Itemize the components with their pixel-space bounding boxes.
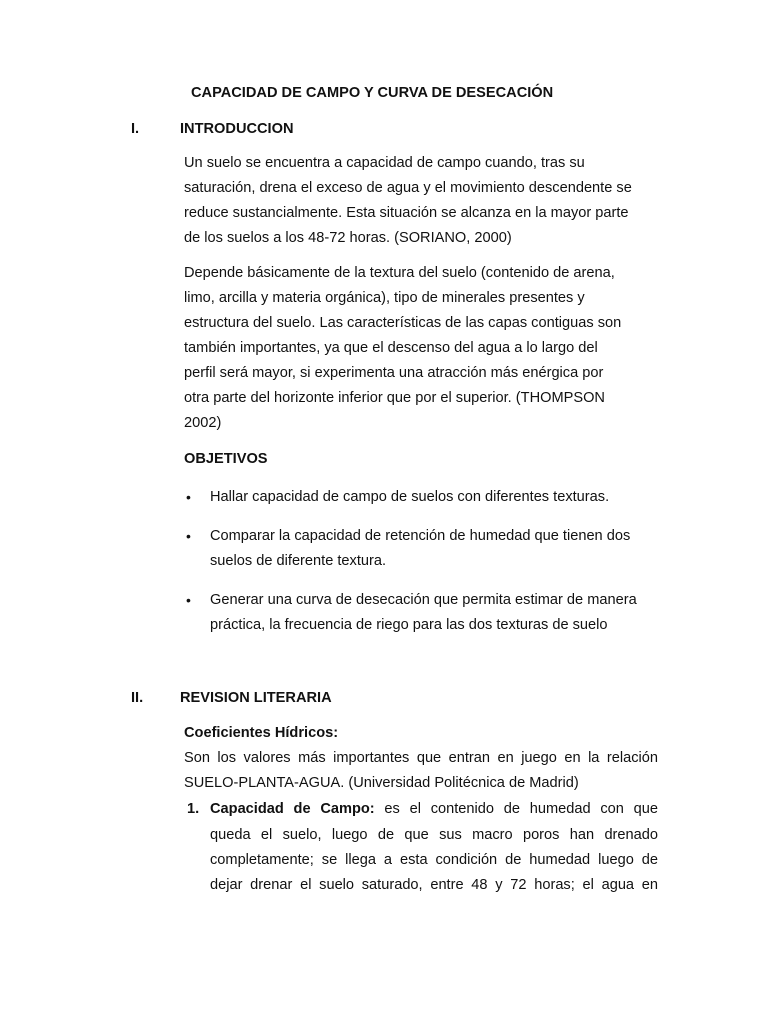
section-2-numeral: II.	[131, 690, 144, 706]
section-1-heading: INTRODUCCION	[180, 121, 294, 137]
item-term: Capacidad de Campo:	[210, 801, 375, 817]
list-item-text: suelos de diferente textura.	[210, 553, 387, 569]
item-number: 1.	[187, 801, 200, 817]
paragraph-line: queda el suelo, luego de que sus macro poros han drenado	[210, 827, 658, 843]
paragraph-line: dejar drenar el suelo saturado, entre 48 y 72 horas; el agua en	[210, 877, 658, 893]
paragraph-line: reduce sustancialmente. Esta situación se alcanza en la mayor parte	[184, 205, 629, 221]
paragraph-line: limo, arcilla y materia orgánica), tipo de minerales presentes y	[184, 290, 585, 306]
paragraph-line: estructura del suelo. Las características de las capas contiguas son	[184, 315, 622, 331]
paragraph-line: Depende básicamente de la textura del suelo (contenido de arena,	[184, 265, 615, 281]
paragraph-line: perfil será mayor, si experimenta una atracción más enérgica por	[184, 365, 604, 381]
list-item-text: Generar una curva de desecación que permita estimar de manera	[210, 592, 637, 608]
coefficients-subheading: Coeficientes Hídricos:	[184, 725, 339, 741]
objectives-heading: OBJETIVOS	[184, 451, 268, 467]
section-1-numeral: I.	[131, 121, 140, 137]
bullet-icon: •	[186, 528, 191, 544]
paragraph-line: SUELO-PLANTA-AGUA. (Universidad Politécnica de Madrid)	[184, 775, 579, 791]
paragraph-line: completamente; se llega a esta condición de humedad luego de	[210, 852, 658, 868]
item-first-line-text: es el contenido de humedad con que	[374, 801, 658, 817]
section-2-heading: REVISION LITERARIA	[180, 690, 332, 706]
paragraph-line: saturación, drena el exceso de agua y el movimiento descendente se	[184, 180, 632, 196]
paragraph-line: también importantes, ya que el descenso del agua a lo largo del	[184, 340, 598, 356]
paragraph-line: 2002)	[184, 415, 222, 431]
paragraph-line: de los suelos a los 48-72 horas. (SORIANO, 2000)	[184, 230, 512, 246]
list-item-text: Hallar capacidad de campo de suelos con diferentes texturas.	[210, 489, 610, 505]
paragraph-line: Un suelo se encuentra a capacidad de campo cuando, tras su	[184, 155, 585, 171]
list-item-text: Comparar la capacidad de retención de humedad que tienen dos	[210, 528, 631, 544]
paragraph-line: otra parte del horizonte inferior que por el superior. (THOMPSON	[184, 390, 605, 406]
item-first-line	[210, 801, 658, 817]
list-item-text: práctica, la frecuencia de riego para las dos texturas de suelo	[210, 617, 608, 633]
bullet-icon: •	[186, 592, 191, 608]
paragraph-line: Son los valores más importantes que entran en juego en la relación	[184, 750, 658, 766]
document-title: CAPACIDAD DE CAMPO Y CURVA DE DESECACIÓN	[191, 85, 554, 101]
bullet-icon: •	[186, 489, 191, 505]
